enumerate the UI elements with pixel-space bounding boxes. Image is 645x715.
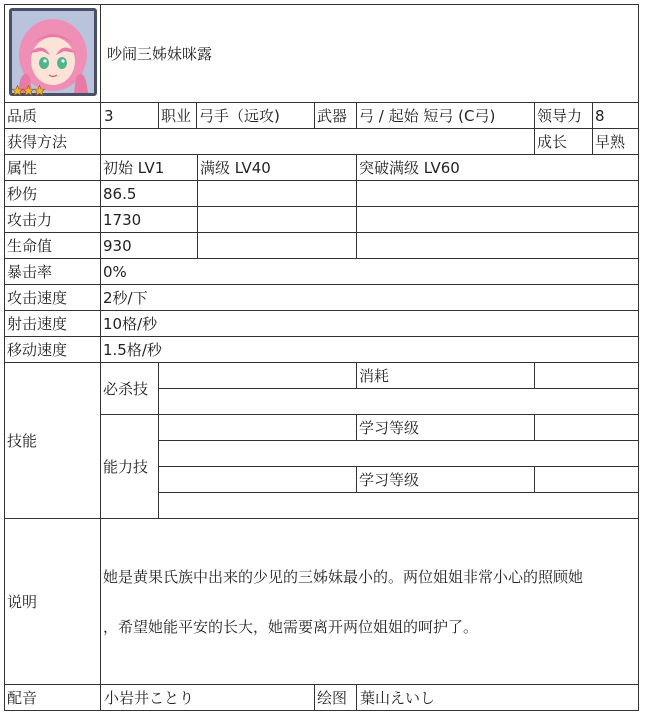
special-skill-desc bbox=[158, 388, 638, 414]
ability2-level-label: 学习等级 bbox=[356, 466, 534, 492]
job-label: 职业 bbox=[158, 102, 196, 128]
description-label: 说明 bbox=[4, 518, 100, 684]
stat-crit-label: 暴击率 bbox=[4, 258, 100, 284]
stat-attack-speed-value: 2秒/下 bbox=[100, 284, 638, 310]
stat-dps-breakthrough bbox=[356, 180, 638, 206]
special-skill-label: 必杀技 bbox=[100, 362, 158, 414]
stats-header-initial: 初始 LV1 bbox=[100, 154, 197, 180]
skills-label: 技能 bbox=[4, 362, 100, 518]
stat-dps-max bbox=[197, 180, 356, 206]
quality-label: 品质 bbox=[4, 102, 100, 128]
ability-skill-label: 能力技 bbox=[100, 414, 158, 518]
stats-header-label: 属性 bbox=[4, 154, 100, 180]
stat-shot-speed-value: 10格/秒 bbox=[100, 310, 638, 336]
job-value: 弓手（远攻) bbox=[196, 102, 314, 128]
illust-label: 绘图 bbox=[314, 684, 356, 711]
leadership-label: 领导力 bbox=[534, 102, 592, 128]
stat-attack-label: 攻击力 bbox=[4, 206, 100, 232]
character-name: 吵闹三姊妹咪露 bbox=[100, 4, 638, 102]
description-text bbox=[100, 518, 638, 684]
stat-move-speed-value: 1.5格/秒 bbox=[100, 336, 638, 362]
description-line-1: 她是黄果氏族中出来的少见的三姊妹最小的。两位姐姐非常小心的照顾她 bbox=[103, 567, 584, 586]
weapon-label: 武器 bbox=[314, 102, 356, 128]
ability2-level-value bbox=[534, 466, 638, 492]
stat-dps-label: 秒伤 bbox=[4, 180, 100, 206]
stat-shot-speed-label: 射击速度 bbox=[4, 310, 100, 336]
ability1-level-label: 学习等级 bbox=[356, 414, 534, 440]
ability1-name bbox=[158, 414, 356, 440]
special-skill-cost-label: 消耗 bbox=[356, 362, 534, 388]
stats-header-max: 满级 LV40 bbox=[197, 154, 356, 180]
stat-crit-value: 0% bbox=[100, 258, 638, 284]
stat-hp-max bbox=[197, 232, 356, 258]
illust-value: 葉山えいし bbox=[356, 684, 638, 711]
table-right-border bbox=[638, 4, 639, 711]
stat-attack-breakthrough bbox=[356, 206, 638, 232]
stat-move-speed-label: 移动速度 bbox=[4, 336, 100, 362]
stat-hp-label: 生命值 bbox=[4, 232, 100, 258]
obtain-value bbox=[100, 128, 534, 154]
rarity-stars-icon bbox=[12, 85, 46, 97]
voice-value: 小岩井ことり bbox=[100, 684, 314, 711]
stat-dps-initial: 86.5 bbox=[100, 180, 197, 206]
obtain-label: 获得方法 bbox=[4, 128, 100, 154]
stat-attack-initial: 1730 bbox=[100, 206, 197, 232]
growth-label: 成长 bbox=[534, 128, 592, 154]
leadership-value: 8 bbox=[592, 102, 638, 128]
stat-attack-max bbox=[197, 206, 356, 232]
anime-girl-portrait-icon bbox=[12, 11, 94, 93]
description-line-2: ，希望她能平安的长大，她需要离开两位姐姐的呵护了。 bbox=[103, 617, 479, 636]
stats-header-breakthrough: 突破满级 LV60 bbox=[356, 154, 638, 180]
stat-hp-breakthrough bbox=[356, 232, 638, 258]
ability1-desc bbox=[158, 440, 638, 466]
special-skill-cost-value bbox=[534, 362, 638, 388]
ability2-desc-row bbox=[158, 492, 638, 518]
quality-value: 3 bbox=[100, 102, 158, 128]
stat-hp-initial: 930 bbox=[100, 232, 197, 258]
portrait-avatar bbox=[9, 8, 97, 96]
ability1-level-value bbox=[534, 414, 638, 440]
weapon-value: 弓 / 起始 短弓 (C弓) bbox=[356, 102, 534, 128]
voice-label: 配音 bbox=[4, 684, 100, 711]
table-bottom-border bbox=[4, 710, 639, 711]
stat-attack-speed-label: 攻击速度 bbox=[4, 284, 100, 310]
special-skill-name bbox=[158, 362, 356, 388]
ability2-name bbox=[158, 466, 356, 492]
growth-value: 早熟 bbox=[592, 128, 638, 154]
